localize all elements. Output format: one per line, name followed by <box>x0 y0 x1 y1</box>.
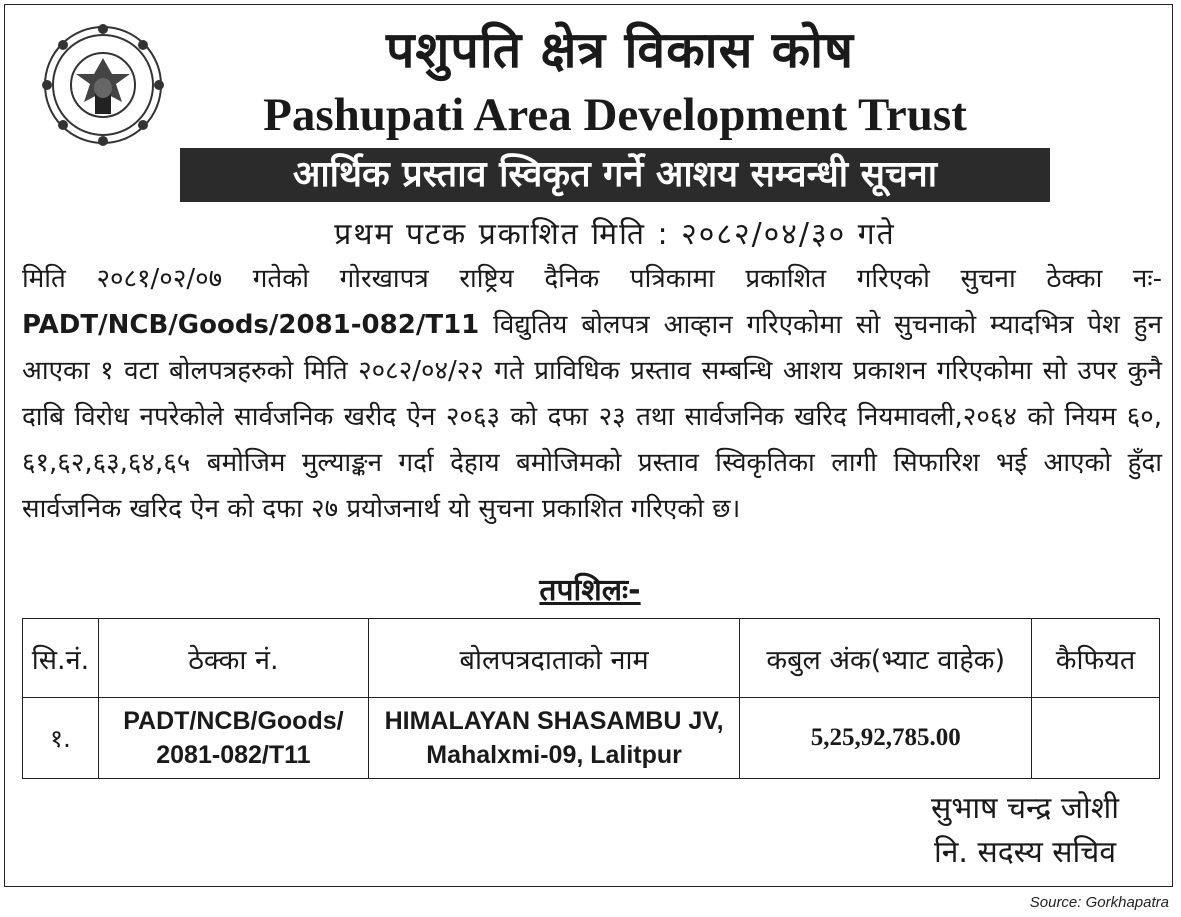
cell-amount: 5,25,92,785.00 <box>740 698 1032 779</box>
header-bidder: बोलपत्रदाताको नाम <box>368 619 740 698</box>
title-english: Pashupati Area Development Trust <box>263 89 967 141</box>
bid-table <box>22 618 1160 779</box>
trust-logo <box>40 22 166 148</box>
body-part1: मिति २०८१/०२/०७ गतेको गोरखापत्र राष्ट्रिय दैनिक पत्रिकामा प्रकाशित गरिएको सुचना ठेक्का नः- <box>22 264 1162 294</box>
cell-contract-no: PADT/NCB/Goods/ 2081-082/T11 <box>98 698 368 779</box>
signatory-title: नि. सदस्य सचिव <box>933 835 1117 870</box>
body-part2: विद्युतिय बोलपत्र आव्हान गरिएकोमा सो सुचनाको म्यादभित्र पेश हुन आएका १ वटा बोलपत्रहरुको मिति २०८२/०४/२२ गते प्राविधिक प्रस्ताव सम्बन्धि आशय प्रकाशन गरिएकोमा सो उपर कुनै दाबि विरोध नपरेकोले सार्वजनिक खरीद ऐन २०६३ को दफा २३ तथा सार्वजनिक खरिद नियमावली,२०६४ को नियम ६०, ६१,६२,६३,६४,६५ बमोजिम मुल्याङ्कन गर्दा देहाय बमोजिमको प्रस्ताव स्विकृतिका लागी सिफारिश भई आएको हुँदा सार्वजनिक खरिद ऐन को दफा २७ प्रयोजनार्थ यो सुचना प्रकाशित गरिएको छ। <box>22 310 1162 524</box>
cell-bidder: HIMALAYAN SHASAMBU JV, Mahalxmi-09, Lalitpur <box>368 698 740 779</box>
contract-reference: PADT/NCB/Goods/2081-082/T11 <box>22 310 480 340</box>
title-nepali: पशुपति क्षेत्र विकास कोष <box>385 21 855 79</box>
notice-body <box>22 256 1162 532</box>
table-header-row <box>23 619 1160 698</box>
header-amount: कबुल अंक(भ्याट वाहेक) <box>740 619 1032 698</box>
source-credit: Source: Gorkhapatra <box>1029 894 1169 911</box>
table-row <box>23 698 1160 779</box>
cell-remarks <box>1032 698 1160 779</box>
header-sn: सि.नं. <box>23 619 99 698</box>
cell-sn: १. <box>23 698 99 779</box>
header-remarks: कैफियत <box>1032 619 1160 698</box>
signatory-name: सुभाष चन्द्र जोशी <box>930 791 1119 826</box>
header-contract-no: ठेक्का नं. <box>98 619 368 698</box>
published-date: प्रथम पटक प्रकाशित मिति : २०८२/०४/३० गते <box>334 217 896 252</box>
details-heading: तपशिलः- <box>539 573 641 608</box>
notice-banner: आर्थिक प्रस्ताव स्विकृत गर्ने आशय सम्वन्धी सूचना <box>180 148 1050 202</box>
